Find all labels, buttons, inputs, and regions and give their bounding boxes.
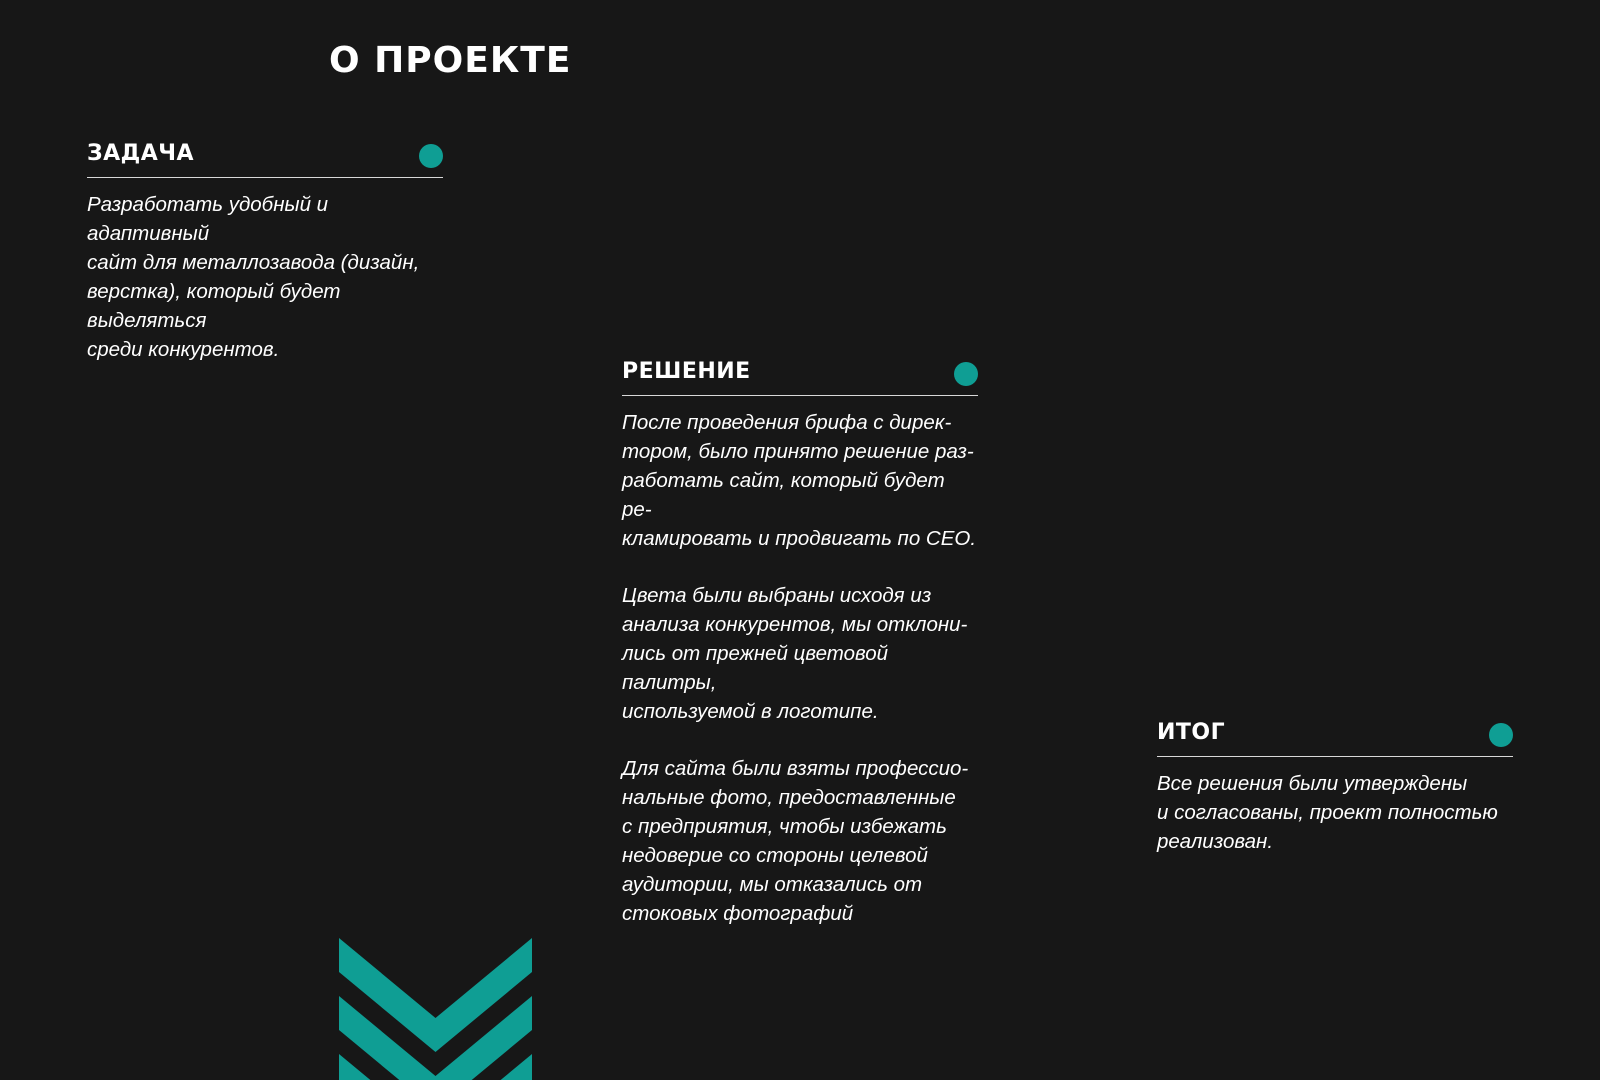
accent-dot-icon <box>419 144 443 168</box>
solution-section-header <box>622 355 978 396</box>
solution-section <box>622 355 978 928</box>
result-paragraph: Все решения были утверждены и согласованы, проект полностью реализован. <box>1157 772 1498 853</box>
solution-section-body <box>622 408 978 928</box>
solution-section-title: РЕШЕНИЕ <box>622 359 751 384</box>
task-section-title: ЗАДАЧА <box>87 141 195 166</box>
task-section <box>87 137 443 364</box>
accent-dot-icon <box>954 362 978 386</box>
result-section-header <box>1157 716 1513 757</box>
accent-dot-icon <box>1489 723 1513 747</box>
solution-paragraph-3: Для сайта были взяты профессио- нальные фото, предоставленные с предприятия, чтобы избежать недоверие со стороны целевой аудитории, мы отказались от стоковых фотографий <box>622 757 969 925</box>
double-chevron-down-icon <box>339 938 532 1080</box>
solution-paragraph-2: Цвета были выбраны исходя из анализа конкурентов, мы отклони- лись от прежней цветовой палитры, используемой в логотипе. <box>622 584 968 723</box>
task-paragraph: Разработать удобный и адаптивный сайт для металлозавода (дизайн, верстка), который будет выделяться среди конкурентов. <box>87 193 420 361</box>
result-section <box>1157 716 1513 856</box>
solution-paragraph-1: После проведения брифа с дирек- тором, было принято решение раз- работать сайт, который будет ре- кламировать и продвигать по СЕО. <box>622 411 977 550</box>
task-section-body <box>87 190 443 364</box>
page-title: О ПРОЕКТЕ <box>329 40 572 81</box>
task-section-header <box>87 137 443 178</box>
result-section-body <box>1157 769 1513 856</box>
result-section-title: ИТОГ <box>1157 720 1226 745</box>
